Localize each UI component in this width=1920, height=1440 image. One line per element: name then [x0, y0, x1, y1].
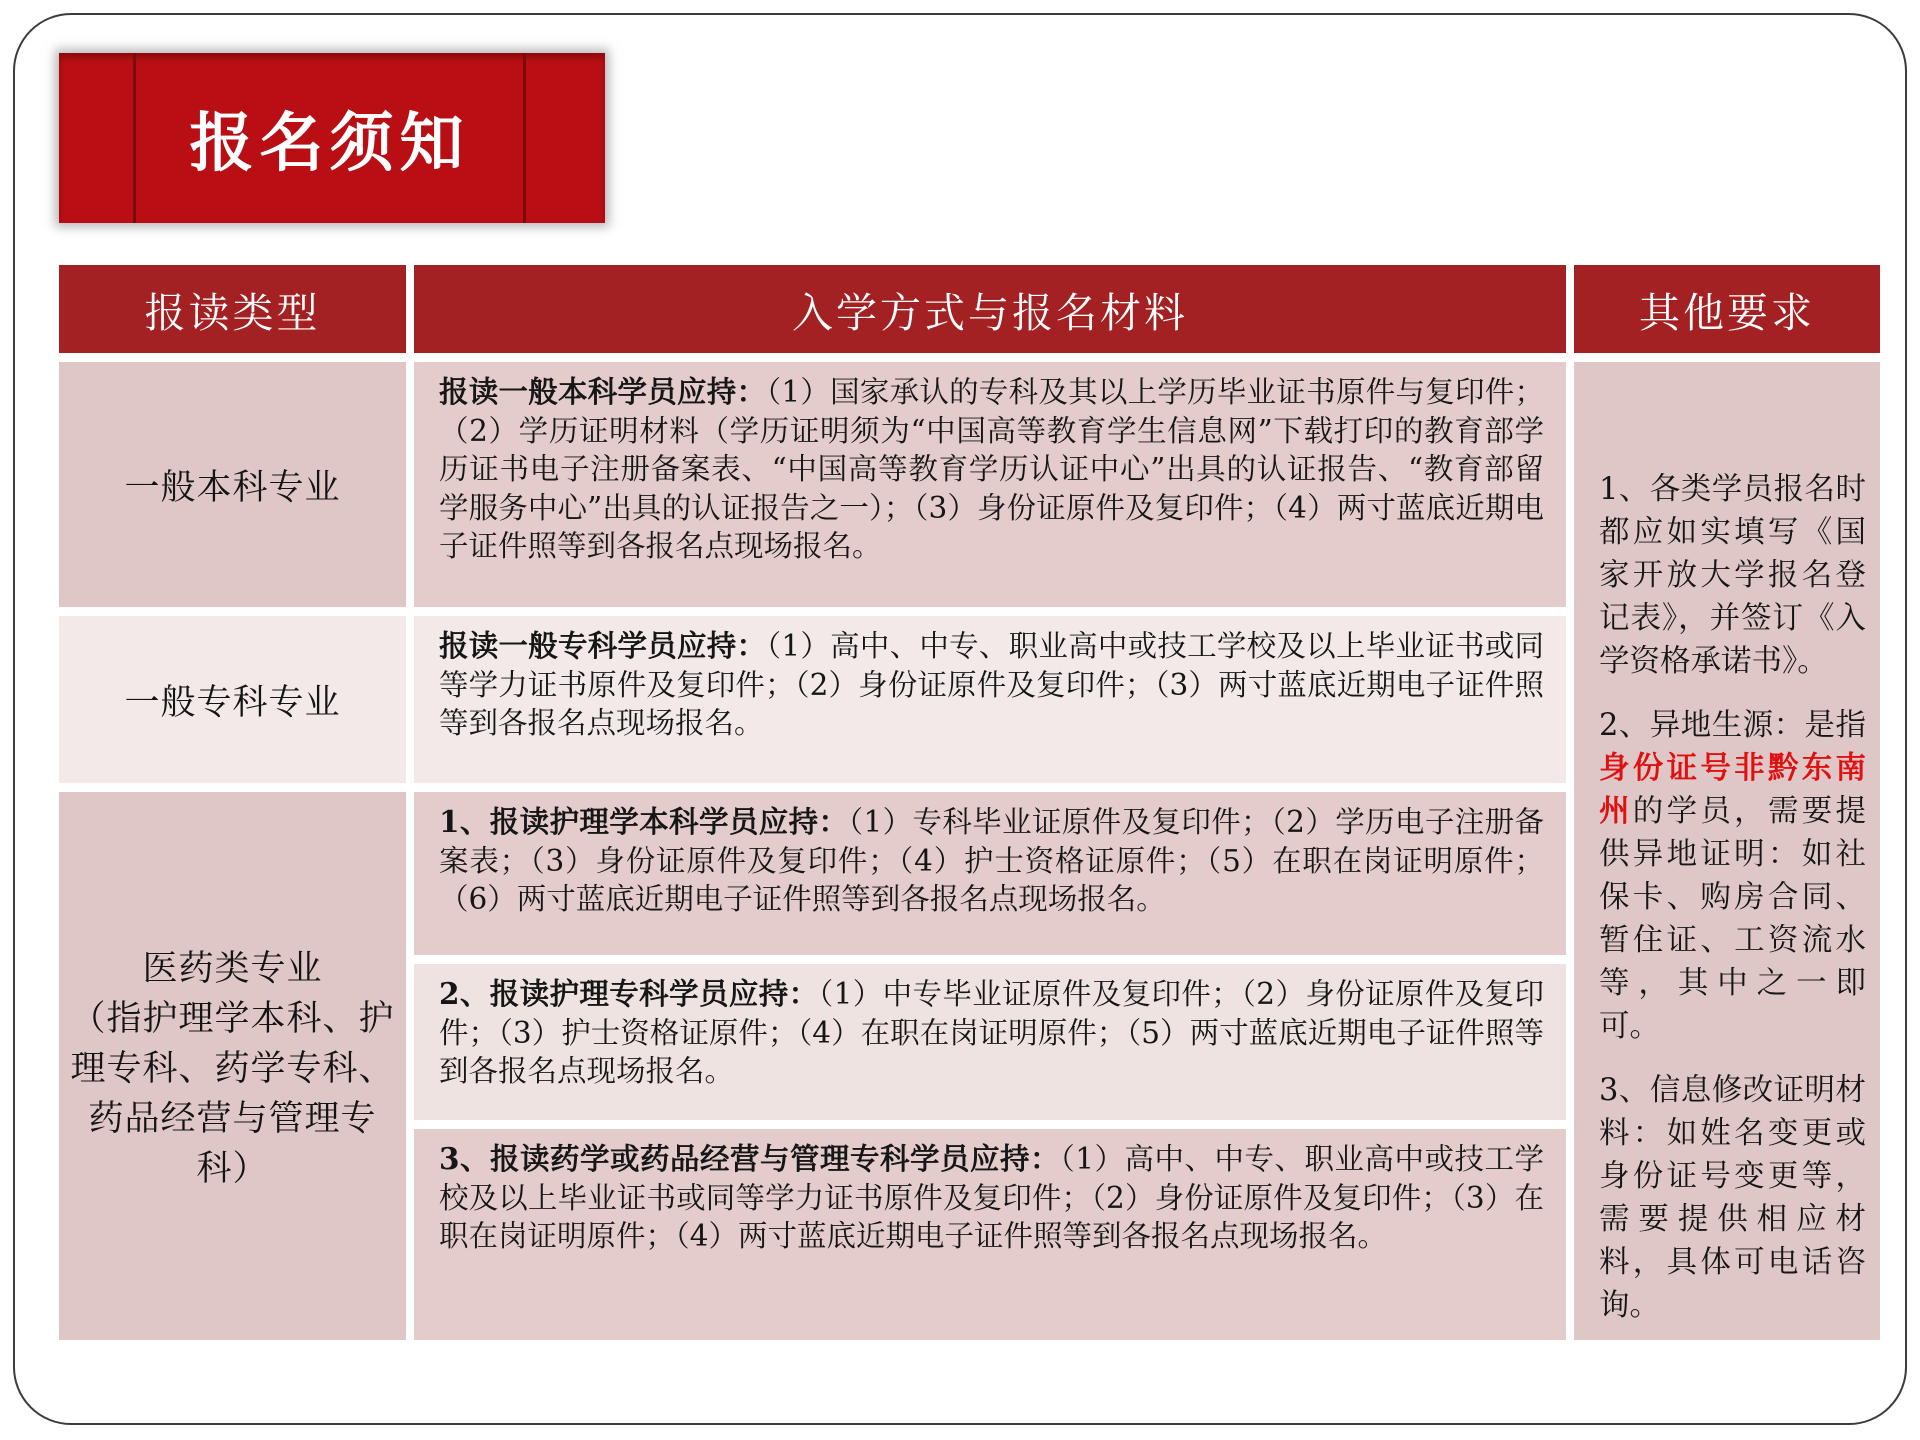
- req-cell-nursing-junior-college: [414, 964, 1566, 1120]
- req-body-general-junior-college: （1）高中、中专、职业高中或技工学校及以上毕业证书或同等学力证书原件及复印件；（2）身份证原件及复印件；（3）两寸蓝底近期电子证件照等到各报名点现场报名。: [439, 629, 1544, 740]
- req-body-nursing-junior-college: （1）中专毕业证原件及复印件；（2）身份证原件及复印件；（3）护士资格证原件；（4）在职在岗证明原件；（5）两寸蓝底近期电子证件照等到各报名点现场报名。: [439, 977, 1544, 1088]
- type-cell-medical: [59, 792, 406, 1340]
- other-requirement-2-highlight: 身份证号非黔东南州: [1599, 750, 1866, 829]
- column-header-admission-materials: 入学方式与报名材料: [414, 265, 1566, 353]
- req-cell-general-junior-college: [414, 616, 1566, 783]
- req-body-pharmacy: （1）高中、中专、职业高中或技工学校及以上毕业证书或同等学力证书原件及复印件；（2）身份证原件及复印件；（3）在职在岗证明原件；（4）两寸蓝底近期电子证件照等到各报名点现场报名。: [439, 1142, 1544, 1253]
- column-header-other-requirements: 其他要求: [1574, 265, 1880, 353]
- req-body-nursing-undergraduate: （1）专科毕业证原件及复印件；（2）学历电子注册备案表；（3）身份证原件及复印件；（4）护士资格证原件；（5）在职在岗证明原件；（6）两寸蓝底近期电子证件照等到各报名点现场报名。: [439, 805, 1544, 916]
- req-cell-pharmacy: [414, 1129, 1566, 1340]
- medical-type-name: 医药类专业: [142, 949, 323, 989]
- req-lead-nursing-junior-college: 2、报读护理专科学员应持：: [439, 976, 819, 1011]
- other-requirements-cell: [1574, 362, 1880, 1340]
- slide-frame: [13, 13, 1907, 1425]
- column-header-enrollment-type: 报读类型: [59, 265, 406, 353]
- req-lead-general-junior-college: 报读一般专科学员应持：: [439, 628, 767, 663]
- type-cell-general-junior-college: 一般专科专业: [59, 616, 406, 783]
- type-cell-general-undergraduate: 一般本科专业: [59, 362, 406, 607]
- req-body-general-undergraduate: （1）国家承认的专科及其以上学历毕业证书原件与复印件；（2）学历证明材料（学历证明须为“中国高等教育学生信息网”下载打印的教育部学历证书电子注册备案表、“中国高等教育学历认证中心”出具的认证报告、“教育部留学服务中心”出具的认证报告之一）；（3）身份证原件及复印件；（4）两寸蓝底近期电子证件照等到各报名点现场报名。: [439, 375, 1544, 563]
- registration-table: [59, 265, 1880, 1340]
- page-title: 报名须知: [189, 107, 470, 181]
- req-lead-nursing-undergraduate: 1、报读护理学本科学员应持：: [439, 804, 849, 839]
- req-cell-general-undergraduate: [414, 362, 1566, 607]
- medical-type-detail: （指护理学本科、护理专科、药学专科、药品经营与管理专科）: [70, 999, 395, 1189]
- other-requirement-2-before: 2、异地生源：是指: [1599, 708, 1866, 743]
- other-requirement-2: [1599, 704, 1866, 1048]
- req-lead-general-undergraduate: 报读一般本科学员应持：: [439, 374, 767, 409]
- title-banner: [59, 53, 605, 223]
- req-cell-nursing-undergraduate: [414, 792, 1566, 955]
- other-requirement-3: 3、信息修改证明材料：如姓名变更或身份证号变更等，需要提供相应材料，具体可电话咨询。: [1599, 1073, 1866, 1323]
- other-requirement-2-after: 的学员，需要提供异地证明：如社保卡、购房合同、暂住证、工资流水等，其中之一即可。: [1599, 794, 1867, 1044]
- other-requirement-1: 1、各类学员报名时都应如实填写《国家开放大学报名登记表》，并签订《入学资格承诺书》。: [1599, 472, 1866, 679]
- banner-right-seam: [523, 53, 526, 223]
- req-lead-pharmacy: 3、报读药学或药品经营与管理专科学员应持：: [439, 1141, 1060, 1176]
